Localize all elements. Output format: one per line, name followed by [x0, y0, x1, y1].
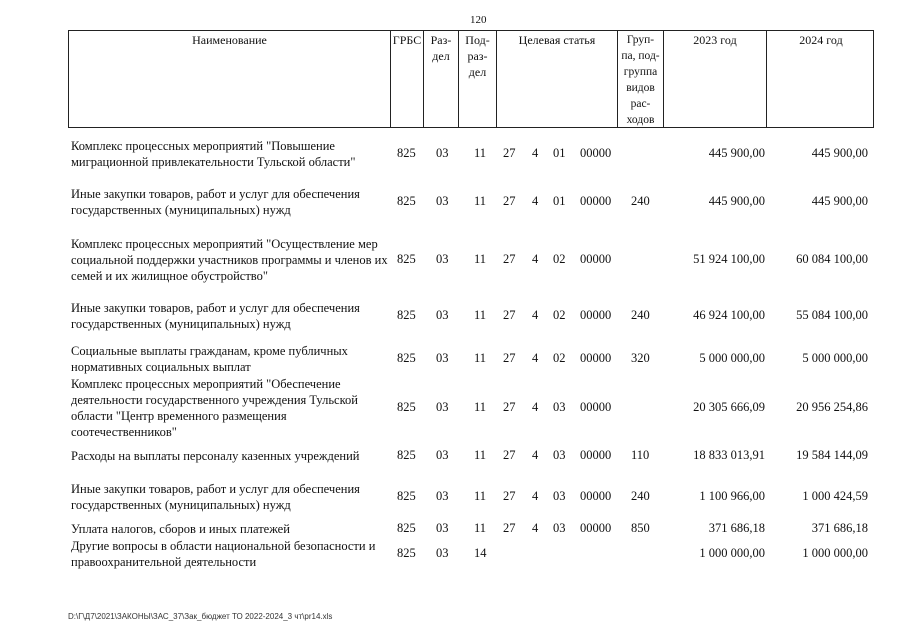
row-razdel: 03	[436, 146, 449, 160]
row-grbs: 825	[397, 400, 416, 414]
row-v2024: 1 000 000,00	[802, 546, 868, 560]
row-podrazdel: 11	[474, 146, 487, 160]
row-t4: 00000	[580, 489, 612, 503]
header-group: Груп- па, под- группа видов рас- ходов	[618, 31, 664, 127]
row-t3: 02	[553, 351, 566, 365]
row-razdel: 03	[436, 448, 449, 462]
row-t4: 00000	[580, 194, 612, 208]
row-v2024: 445 900,00	[811, 194, 868, 208]
row-v2024: 371 686,18	[811, 521, 868, 535]
row-v2023: 5 000 000,00	[699, 351, 765, 365]
row-t1: 27	[503, 252, 516, 266]
row-razdel: 03	[436, 521, 449, 535]
row-t2: 4	[532, 521, 539, 535]
row-t2: 4	[532, 308, 539, 322]
row-name: Комплекс процессных мероприятий "Осуществление мер социальной поддержки участников программы и членов их семей и их жилищное обустройство"	[71, 237, 388, 283]
table-row	[0, 343, 905, 375]
row-name: Комплекс процессных мероприятий "Обеспечение деятельности государственного учреждения Тульской области "Центр временного размещения соотечественников"	[71, 377, 358, 439]
row-t1: 27	[503, 351, 516, 365]
header-razdel: Раз- дел	[424, 31, 459, 127]
header-2023: 2023 год	[664, 31, 767, 127]
file-path: D:\Г\Д7\2021\ЗАКОНЫ\ЗАС_37\Зак_бюджет ТО 2022-2024_3 чт\рr14.xls	[68, 612, 333, 621]
row-t3: 02	[553, 252, 566, 266]
row-podrazdel: 11	[474, 521, 487, 535]
row-t4: 00000	[580, 308, 612, 322]
row-t1: 27	[503, 489, 516, 503]
row-razdel: 03	[436, 308, 449, 322]
row-group: 240	[631, 308, 650, 322]
row-t1: 27	[503, 400, 516, 414]
row-t1: 27	[503, 521, 516, 535]
row-v2023: 18 833 013,91	[693, 448, 765, 462]
row-group: 240	[631, 489, 650, 503]
row-podrazdel: 11	[474, 351, 487, 365]
page-number: 120	[470, 14, 487, 26]
row-name: Иные закупки товаров, работ и услуг для обеспечения государственных (муниципальных) нужд	[71, 482, 360, 512]
row-t4: 00000	[580, 400, 612, 414]
row-razdel: 03	[436, 252, 449, 266]
row-v2023: 1 000 000,00	[699, 546, 765, 560]
row-name: Иные закупки товаров, работ и услуг для обеспечения государственных (муниципальных) нужд	[71, 187, 360, 217]
table-row	[0, 481, 905, 513]
table-row	[0, 138, 905, 170]
row-v2023: 20 305 666,09	[693, 400, 765, 414]
table-row	[0, 448, 905, 464]
row-group: 320	[631, 351, 650, 365]
row-name: Социальные выплаты гражданам, кроме публичных нормативных социальных выплат	[71, 344, 348, 374]
row-podrazdel: 11	[474, 448, 487, 462]
row-podrazdel: 11	[474, 252, 487, 266]
row-v2023: 445 900,00	[708, 194, 765, 208]
row-grbs: 825	[397, 448, 416, 462]
row-t4: 00000	[580, 448, 612, 462]
row-grbs: 825	[397, 351, 416, 365]
row-t2: 4	[532, 448, 539, 462]
row-podrazdel: 11	[474, 400, 487, 414]
row-t3: 01	[553, 146, 566, 160]
row-t1: 27	[503, 448, 516, 462]
row-v2023: 51 924 100,00	[693, 252, 765, 266]
row-t1: 27	[503, 308, 516, 322]
row-t4: 00000	[580, 146, 612, 160]
row-razdel: 03	[436, 546, 449, 560]
row-grbs: 825	[397, 489, 416, 503]
table-row	[0, 538, 905, 570]
row-t3: 01	[553, 194, 566, 208]
row-t1: 27	[503, 146, 516, 160]
row-v2024: 445 900,00	[811, 146, 868, 160]
row-group: 850	[631, 521, 650, 535]
row-name: Иные закупки товаров, работ и услуг для обеспечения государственных (муниципальных) нужд	[71, 301, 360, 331]
row-t4: 00000	[580, 521, 612, 535]
header-name: Наименование	[69, 31, 391, 127]
row-grbs: 825	[397, 308, 416, 322]
row-t3: 02	[553, 308, 566, 322]
header-grbs: ГРБС	[391, 31, 424, 127]
row-t2: 4	[532, 489, 539, 503]
header-podrazdel: Под- раз- дел	[459, 31, 497, 127]
row-grbs: 825	[397, 546, 416, 560]
row-t2: 4	[532, 194, 539, 208]
row-v2024: 55 084 100,00	[796, 308, 868, 322]
row-v2023: 46 924 100,00	[693, 308, 765, 322]
row-podrazdel: 14	[474, 546, 487, 560]
row-grbs: 825	[397, 252, 416, 266]
row-v2023: 1 100 966,00	[699, 489, 765, 503]
row-t2: 4	[532, 400, 539, 414]
row-razdel: 03	[436, 194, 449, 208]
row-t1: 27	[503, 194, 516, 208]
row-t4: 00000	[580, 351, 612, 365]
row-t3: 03	[553, 521, 566, 535]
row-t3: 03	[553, 489, 566, 503]
row-v2024: 20 956 254,86	[796, 400, 868, 414]
row-v2024: 60 084 100,00	[796, 252, 868, 266]
table-row	[0, 521, 905, 537]
table-row	[0, 376, 905, 440]
row-podrazdel: 11	[474, 489, 487, 503]
row-v2024: 5 000 000,00	[802, 351, 868, 365]
row-grbs: 825	[397, 194, 416, 208]
table-row	[0, 236, 905, 284]
row-t2: 4	[532, 252, 539, 266]
row-t3: 03	[553, 448, 566, 462]
row-t2: 4	[532, 146, 539, 160]
header-target: Целевая статья	[497, 31, 618, 127]
header-2024: 2024 год	[799, 33, 843, 47]
row-v2024: 19 584 144,09	[796, 448, 868, 462]
row-group: 110	[631, 448, 650, 462]
row-t4: 00000	[580, 252, 612, 266]
table-header	[68, 30, 874, 128]
row-grbs: 825	[397, 146, 416, 160]
row-razdel: 03	[436, 489, 449, 503]
table-row	[0, 300, 905, 332]
row-name: Уплата налогов, сборов и иных платежей	[71, 522, 290, 536]
row-razdel: 03	[436, 351, 449, 365]
row-v2023: 445 900,00	[708, 146, 765, 160]
row-name: Расходы на выплаты персоналу казенных учреждений	[71, 449, 360, 463]
row-v2024: 1 000 424,59	[802, 489, 868, 503]
row-podrazdel: 11	[474, 308, 487, 322]
row-t3: 03	[553, 400, 566, 414]
table-row	[0, 186, 905, 218]
row-name: Другие вопросы в области национальной безопасности и правоохранительной деятельности	[71, 539, 376, 569]
row-v2023: 371 686,18	[708, 521, 765, 535]
row-grbs: 825	[397, 521, 416, 535]
row-t2: 4	[532, 351, 539, 365]
row-group: 240	[631, 194, 650, 208]
row-name: Комплекс процессных мероприятий "Повышение миграционной привлекательности Тульской области"	[71, 139, 356, 169]
row-podrazdel: 11	[474, 194, 487, 208]
row-razdel: 03	[436, 400, 449, 414]
